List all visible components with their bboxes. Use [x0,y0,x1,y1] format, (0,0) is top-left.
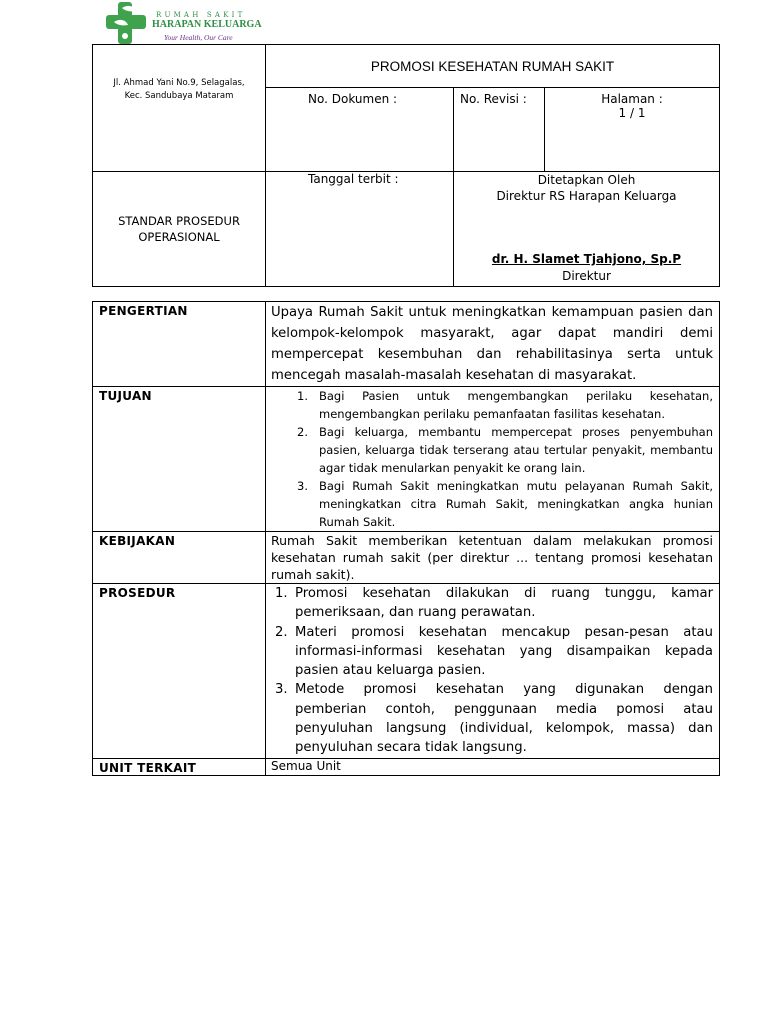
document-title: PROMOSI KESEHATAN RUMAH SAKIT [266,45,720,88]
signatory-name: dr. H. Slamet Tjahjono, Sp.P [491,252,682,266]
list-item: 2. Materi promosi kesehatan mencakup pesan-pesan atau informasi-informasi kesehatan yang disampaikan kepada pasien atau keluarga pasien. [275,624,713,679]
address-cell [93,45,266,172]
row-prosedur [93,584,720,759]
tanggal-terbit-cell [266,172,454,287]
halaman-cell [545,88,720,172]
document-header-table [92,44,720,287]
row-kebijakan [93,532,720,584]
sop-label-line: STANDAR PROSEDUR [118,214,240,228]
tanggal-terbit-label: Tanggal terbit : [308,172,399,186]
ditetapkan-line: Direktur RS Harapan Keluarga [496,189,677,203]
cross-leaf-icon [104,2,152,46]
logo-line1: RUMAH SAKIT [156,11,246,19]
no-dokumen-cell [266,88,454,172]
row-unit-terkait [93,758,720,775]
section-label: KEBIJAKAN [93,532,266,584]
list-item: 1. Promosi kesehatan dilakukan di ruang tunggu, kamar pemeriksaan, dan ruang perawatan. [275,586,713,621]
sop-label-cell [93,172,266,287]
section-label: UNIT TERKAIT [93,758,266,775]
logo-line2: HARAPAN KELUARGA [152,19,262,30]
approval-cell [454,172,720,287]
tujuan-content [266,387,720,532]
row-tujuan [93,387,720,532]
address-line: Kec. Sandubaya Mataram [124,91,234,101]
section-label: PROSEDUR [93,584,266,759]
tujuan-list [271,387,713,531]
no-dokumen-label: No. Dokumen : [308,92,398,106]
row-pengertian [93,302,720,387]
signatory-position: Direktur [562,269,611,283]
list-item: 3. Bagi Rumah Sakit meningkatkan mutu pelayanan Rumah Sakit, meningkatkan citra Rumah Sakit, meningkatkan angka hunian Rumah Sakit. [297,479,713,529]
unit-terkait-text: Semua Unit [266,758,720,775]
pengertian-text: Upaya Rumah Sakit untuk meningkatkan kemampuan pasien dan kelompok-kelompok masyarakt, agar dapat mandiri demi mempercepat kesembuhan dan rehabilitasinya serta untuk mencegah masalah-masalah kesehatan di masyarakat. [266,302,720,387]
halaman-value: 1 / 1 [618,106,646,120]
section-label: TUJUAN [93,387,266,532]
no-revisi-label: No. Revisi : [460,92,527,106]
no-revisi-cell [454,88,545,172]
address-line: Jl. Ahmad Yani No.9, Selagalas, [113,78,245,88]
section-label: PENGERTIAN [93,302,266,387]
prosedur-list [271,584,713,758]
hospital-logo [104,2,262,46]
list-item: 2. Bagi keluarga, membantu mempercepat proses penyembuhan pasien, keluarga tidak terserang atau tertular penyakit, membantu agar tidak menularkan penyakit ke orang lain. [297,425,713,475]
sop-label-line: OPERASIONAL [138,230,220,244]
prosedur-content [266,584,720,759]
list-item: 1. Bagi Pasien untuk mengembangkan perilaku kesehatan, mengembangkan perilaku pemanfaatan fasilitas kesehatan. [297,389,713,421]
logo-tagline: Your Health, Our Care [164,33,233,42]
sop-content-table [92,301,720,776]
ditetapkan-line: Ditetapkan Oleh [537,173,636,187]
halaman-label: Halaman : [601,92,663,106]
list-item: 3. Metode promosi kesehatan yang digunakan dengan pemberian contoh, penggunaan media pomosi atau penyuluhan langsung (individual, kelompok, massa) dan penyuluhan secara tidak langsung. [275,682,713,756]
kebijakan-text: Rumah Sakit memberikan ketentuan dalam melakukan promosi kesehatan rumah sakit (per direktur ... tentang promosi kesehatan rumah sakit). [266,532,720,584]
